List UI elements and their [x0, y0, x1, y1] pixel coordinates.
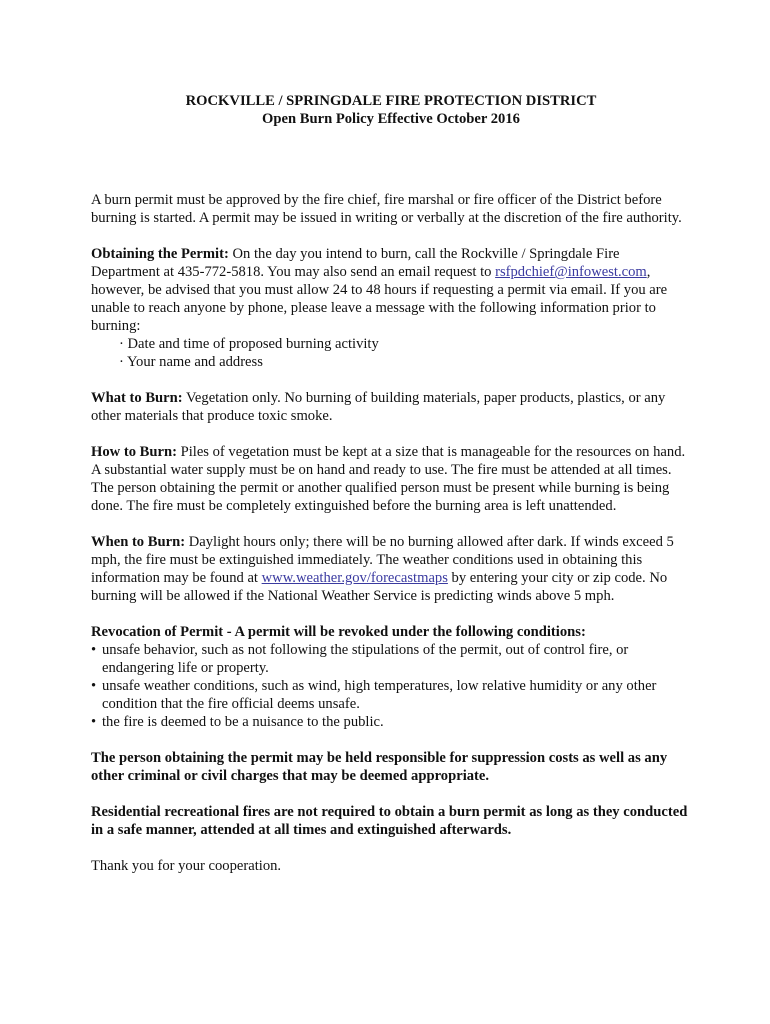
when-section: [91, 533, 691, 605]
what-section: [91, 389, 691, 425]
obtaining-section: [91, 245, 691, 371]
when-text-before: Daylight hours only; there will be no burning allowed after dark. If winds exceed 5 mph, the fire must be extinguished immediately. The weather conditions used in obtaining this information may be found at: [91, 534, 674, 586]
how-text: Piles of vegetation must be kept at a size that is manageable for the resources on hand. A substantial water supply must be on hand and ready to use. The fire must be attended at all times. The person obtaining the permit or another qualified person must be present while burning is being done. The fire must be completely extinguished before the burning area is left unattended.: [91, 444, 686, 514]
bullet-icon: •: [91, 642, 97, 658]
weather-link[interactable]: www.weather.gov/forecastmaps: [261, 570, 448, 586]
responsibility-paragraph: The person obtaining the permit may be held responsible for suppression costs as well as any other criminal or civil charges that may be deemed appropriate.: [91, 750, 668, 784]
list-item: [91, 713, 691, 731]
email-link[interactable]: rsfpdchief@infowest.com: [495, 264, 647, 280]
list-item-text: unsafe weather conditions, such as wind, high temperatures, low relative humidity or any other condition that the fire official deems unsafe.: [102, 678, 657, 712]
obtaining-label: Obtaining the Permit:: [91, 246, 229, 262]
revocation-section: [91, 623, 691, 731]
intro-paragraph: A burn permit must be approved by the fire chief, fire marshal or fire officer of the District before burning is started. A permit may be issued in writing or verbally at the discretion of the fire authority.: [91, 192, 682, 226]
bullet-icon: •: [91, 678, 97, 694]
list-item: · Date and time of proposed burning activity: [119, 336, 379, 352]
list-item: [91, 641, 691, 677]
obtaining-text-after: , however, be advised that you must allow 24 to 48 hours if requesting a permit via email. If you are unable to reach anyone by phone, please leave a message with the following information prior to burning:: [91, 264, 668, 334]
list-item: · Your name and address: [119, 354, 263, 370]
list-item-text: the fire is deemed to be a nuisance to the public.: [102, 714, 384, 730]
when-text-after: by entering your city or zip code. No burning will be allowed if the National Weather Service is predicting winds above 5 mph.: [91, 570, 668, 604]
obtaining-info-list: [91, 335, 691, 371]
list-item-text: unsafe behavior, such as not following the stipulations of the permit, out of control fire, or endangering life or property.: [102, 642, 629, 676]
bullet-icon: •: [91, 714, 97, 730]
document-title: ROCKVILLE / SPRINGDALE FIRE PROTECTION DISTRICT: [185, 93, 597, 109]
how-label: How to Burn:: [91, 444, 177, 460]
document-page: [91, 92, 691, 893]
revocation-list: [91, 641, 691, 731]
closing-line: Thank you for your cooperation.: [91, 858, 282, 874]
document-header: [91, 92, 691, 128]
list-item: [91, 677, 691, 713]
when-label: When to Burn:: [91, 534, 186, 550]
document-subtitle: Open Burn Policy Effective October 2016: [262, 111, 520, 127]
obtaining-text-before: On the day you intend to burn, call the Rockville / Springdale Fire Department at 435-772-5818. You may also send an email request to: [91, 246, 620, 280]
residential-paragraph: Residential recreational fires are not required to obtain a burn permit as long as they conducted in a safe manner, attended at all times and extinguished afterwards.: [91, 804, 688, 838]
what-text: Vegetation only. No burning of building materials, paper products, plastics, or any other materials that produce toxic smoke.: [91, 390, 666, 424]
revocation-label: Revocation of Permit - A permit will be revoked under the following conditions:: [91, 624, 586, 640]
how-section: [91, 443, 691, 515]
what-label: What to Burn:: [91, 390, 183, 406]
